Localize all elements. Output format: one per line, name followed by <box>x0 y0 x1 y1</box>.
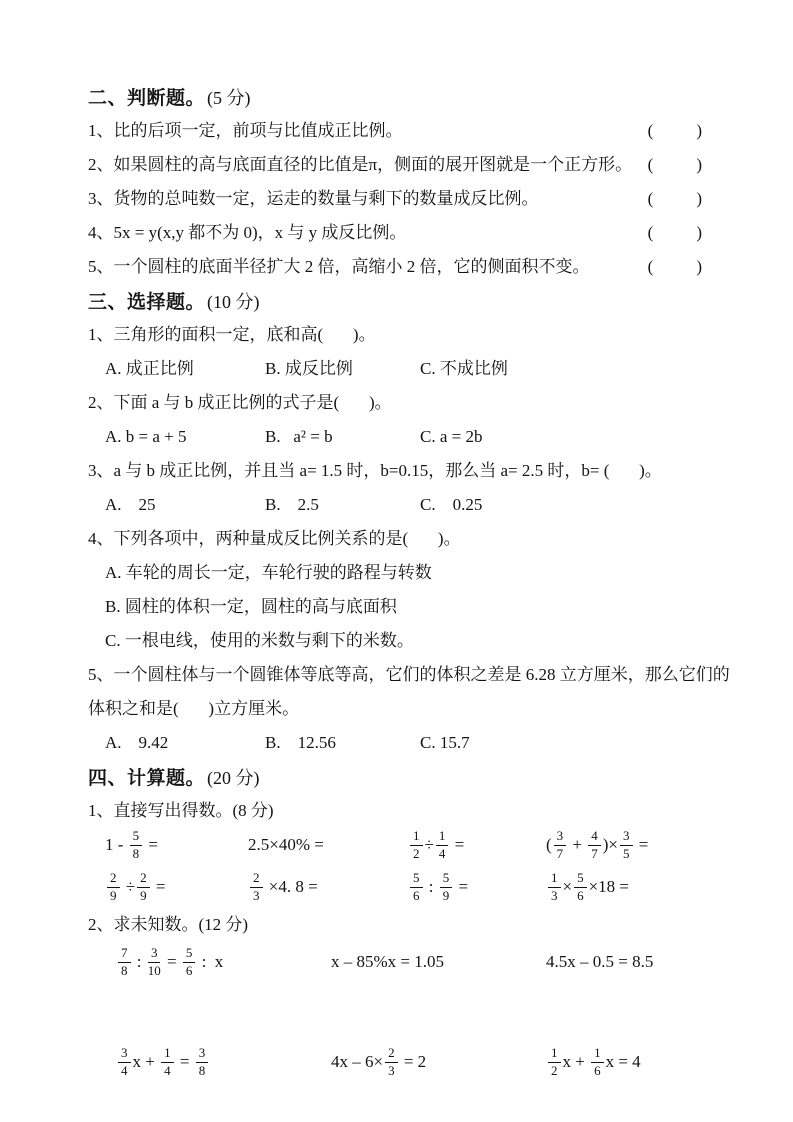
judge-item-3 <box>88 188 748 210</box>
choice-option: B. 12.56 <box>265 733 336 752</box>
choice-section-points: (10 分) <box>207 292 260 312</box>
judge-section-title: 二、判断题。 <box>88 88 206 109</box>
choice-option: C. 一根电线，使用的米数与剩下的米数。 <box>105 631 414 650</box>
fraction: $\frac{5}{6}$ <box>410 871 423 904</box>
choice-option: B. a² = b <box>265 427 333 446</box>
fraction: $\frac{3}{10}$ <box>147 944 161 978</box>
choice-option: C. 不成比例 <box>420 359 508 378</box>
fraction: $\frac{5}{6}$ <box>574 871 587 904</box>
mental-math-row-2 <box>88 866 748 908</box>
choice-question-5-line1: 5、一个圆柱体与一个圆锥体等底等高，它们的体积之差是 6.28 立方厘米，那么它们的 <box>88 665 730 684</box>
judge-item-text: 5、一个圆柱的底面半径扩大 2 倍，高缩小 2 倍，它的侧面积不变。 <box>88 257 590 276</box>
choice-options-1 <box>88 358 748 380</box>
equation: $\frac{1}{2}$ ÷ $\frac{1}{4}$ = <box>408 824 546 866</box>
judge-item-2 <box>88 154 748 176</box>
choice-options-2 <box>88 426 748 448</box>
equation: $\frac{3}{4}$ x + $\frac{1}{4}$ = $\frac{3}{8}$ <box>116 1040 331 1084</box>
fraction: $\frac{2}{9}$ <box>137 871 150 904</box>
choice-option: C. 0.25 <box>420 495 483 514</box>
answer-blank: ( ) <box>647 155 703 174</box>
fraction: $\frac{2}{9}$ <box>107 871 120 904</box>
choice-question-3: 3、a 与 b 成正比例，并且当 a= 1.5 时，b=0.15，那么当 a= 2.5 时，b= ( )。 <box>88 461 662 480</box>
solve-row-1 <box>88 940 748 984</box>
fraction: $\frac{1}{2}$ <box>410 829 423 862</box>
choice-option: A. 9.42 <box>105 733 169 752</box>
choice-question-2: 2、下面 a 与 b 成正比例的式子是( )。 <box>88 393 392 412</box>
equation: 4x – 6× $\frac{2}{3}$ = 2 <box>331 1044 427 1078</box>
choice-option: A. 车轮的周长一定，车轮行驶的路程与转数 <box>105 563 432 582</box>
choice-option: C. a = 2b <box>420 427 483 446</box>
fraction: $\frac{2}{3}$ <box>250 871 263 904</box>
calc-section-header <box>88 766 748 790</box>
choice-question-4: 4、下列各项中，两种量成反比例关系的是( )。 <box>88 529 461 548</box>
fraction: $\frac{4}{7}$ <box>588 829 601 862</box>
equation: ( $\frac{3}{7}$ + $\frac{4}{7}$ )× $\frac{3}{5}$ = <box>546 827 649 861</box>
fraction: $\frac{1}{6}$ <box>591 1046 604 1079</box>
choice-question-5-line2: 体积之和是( )立方厘米。 <box>88 699 300 718</box>
fraction: $\frac{3}{8}$ <box>196 1046 209 1079</box>
equation: 4.5x – 0.5 = 8.5 <box>546 952 654 971</box>
equation: $\frac{1}{3}$ × $\frac{5}{6}$ ×18 = <box>546 866 748 908</box>
fraction: $\frac{2}{3}$ <box>385 1046 398 1079</box>
solve-unknown-label: 2、求未知数。(12 分) <box>88 915 249 934</box>
choice-option: A. 25 <box>105 495 156 514</box>
choice-option: B. 2.5 <box>265 495 319 514</box>
judge-item-text: 2、如果圆柱的高与底面直径的比值是π，侧面的展开图就是一个正方形。 <box>88 155 633 174</box>
calc-section-title: 四、计算题。 <box>88 768 206 789</box>
equation: $\frac{2}{3}$ ×4. 8 = <box>248 866 408 908</box>
equation: x – 85%x = 1.05 <box>331 952 444 971</box>
choice-section-title: 三、选择题。 <box>88 292 206 313</box>
section-calc <box>88 766 748 1084</box>
judge-section-points: (5 分) <box>207 88 251 108</box>
answer-blank: ( ) <box>647 189 703 208</box>
fraction: $\frac{5}{9}$ <box>440 871 453 904</box>
choice-question-1: 1、三角形的面积一定，底和高( )。 <box>88 325 376 344</box>
judge-item-5 <box>88 256 748 278</box>
fraction: $\frac{7}{8}$ <box>118 946 131 979</box>
answer-blank: ( ) <box>647 257 703 276</box>
choice-option: B. 圆柱的体积一定，圆柱的高与底面积 <box>105 597 397 616</box>
choice-option: B. 成反比例 <box>265 359 353 378</box>
answer-blank: ( ) <box>647 121 703 140</box>
choice-option: C. 15.7 <box>420 733 470 752</box>
judge-item-text: 3、货物的总吨数一定，运走的数量与剩下的数量成反比例。 <box>88 189 539 208</box>
fraction: $\frac{3}{7}$ <box>554 829 567 862</box>
choice-options-3 <box>88 494 748 516</box>
choice-option: A. 成正比例 <box>105 359 194 378</box>
fraction: $\frac{1}{3}$ <box>548 871 561 904</box>
fraction: $\frac{1}{4}$ <box>161 1046 174 1079</box>
section-choice <box>88 290 748 754</box>
fraction: $\frac{5}{6}$ <box>183 946 196 979</box>
fraction: $\frac{1}{2}$ <box>548 1046 561 1079</box>
fraction: $\frac{3}{4}$ <box>118 1046 131 1079</box>
judge-item-text: 1、比的后项一定，前项与比值成正比例。 <box>88 121 403 140</box>
equation: 2.5×40% = <box>248 835 324 854</box>
answer-blank: ( ) <box>647 223 703 242</box>
calc-section-points: (20 分) <box>207 768 260 788</box>
choice-option: A. b = a + 5 <box>105 427 187 446</box>
fraction: $\frac{1}{4}$ <box>436 829 449 862</box>
mental-math-row-1 <box>88 824 748 866</box>
fraction: $\frac{5}{8}$ <box>130 829 143 862</box>
choice-section-header <box>88 290 748 314</box>
equation: $\frac{7}{8}$ : $\frac{3}{10}$ = $\frac{5}{6}$ : x <box>116 940 331 984</box>
choice-options-5 <box>88 732 748 754</box>
fraction: $\frac{3}{5}$ <box>620 829 633 862</box>
solve-row-2 <box>88 1040 748 1084</box>
equation: $\frac{5}{6}$ : $\frac{5}{9}$ = <box>408 866 546 908</box>
equation: $\frac{1}{2}$ x + $\frac{1}{6}$ x = 4 <box>546 1040 748 1084</box>
judge-item-4 <box>88 222 748 244</box>
judge-item-1 <box>88 120 748 142</box>
section-judge <box>88 86 748 278</box>
equation: $\frac{2}{9}$ ÷ $\frac{2}{9}$ = <box>105 866 248 908</box>
judge-item-text: 4、5x = y(x,y 都不为 0)，x 与 y 成反比例。 <box>88 223 407 242</box>
judge-section-header <box>88 86 748 110</box>
mental-math-label: 1、直接写出得数。(8 分) <box>88 801 274 820</box>
equation: 1 - $\frac{5}{8}$ = <box>105 827 159 861</box>
